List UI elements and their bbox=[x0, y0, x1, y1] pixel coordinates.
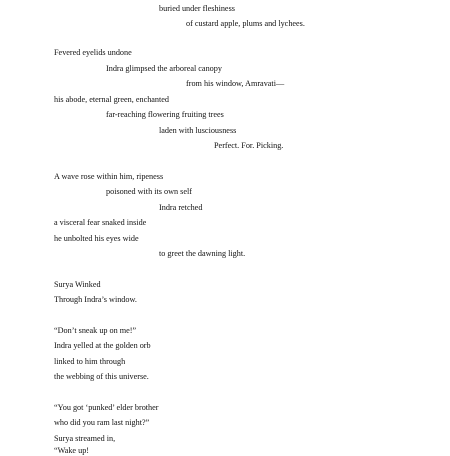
poem-line: far-reaching flowering fruiting trees bbox=[106, 110, 224, 119]
poem-line: A wave rose within him, ripeness bbox=[54, 172, 164, 181]
poem-line: poisoned with its own self bbox=[106, 187, 192, 196]
poem-line: linked to him through bbox=[54, 357, 126, 366]
poem-line: Indra yelled at the golden orb bbox=[54, 341, 151, 350]
poem-line: “You got ‘punked’ elder brother bbox=[54, 403, 159, 412]
poem-line: the webbing of this universe. bbox=[54, 372, 149, 381]
poem-line: who did you ram last night?” bbox=[54, 418, 150, 427]
poem-line: buried under fleshiness bbox=[159, 4, 235, 13]
poem-line: his abode, eternal green, enchanted bbox=[54, 95, 170, 104]
poem-line: “Don’t sneak up on me!” bbox=[54, 326, 137, 335]
poem-line: to greet the dawning light. bbox=[159, 249, 246, 258]
poem-line: Surya streamed in, bbox=[54, 434, 116, 443]
poem-line: Through Indra’s window. bbox=[54, 295, 137, 304]
poem-line: Perfect. For. Picking. bbox=[214, 141, 284, 150]
poem-line: Indra glimpsed the arboreal canopy bbox=[106, 64, 222, 73]
poem-line: he unbolted his eyes wide bbox=[54, 234, 139, 243]
poem-line: Surya Winked bbox=[54, 280, 101, 289]
poem-line: laden with lusciousness bbox=[159, 126, 237, 135]
poem-line: Fevered eyelids undone bbox=[54, 48, 132, 57]
poem-line: a visceral fear snaked inside bbox=[54, 218, 147, 227]
poem-line: “Wake up! bbox=[54, 446, 90, 455]
poem-line: of custard apple, plums and lychees. bbox=[186, 19, 305, 28]
poem-line: from his window, Amravati— bbox=[186, 79, 285, 88]
poem-line: Indra retched bbox=[159, 203, 203, 212]
